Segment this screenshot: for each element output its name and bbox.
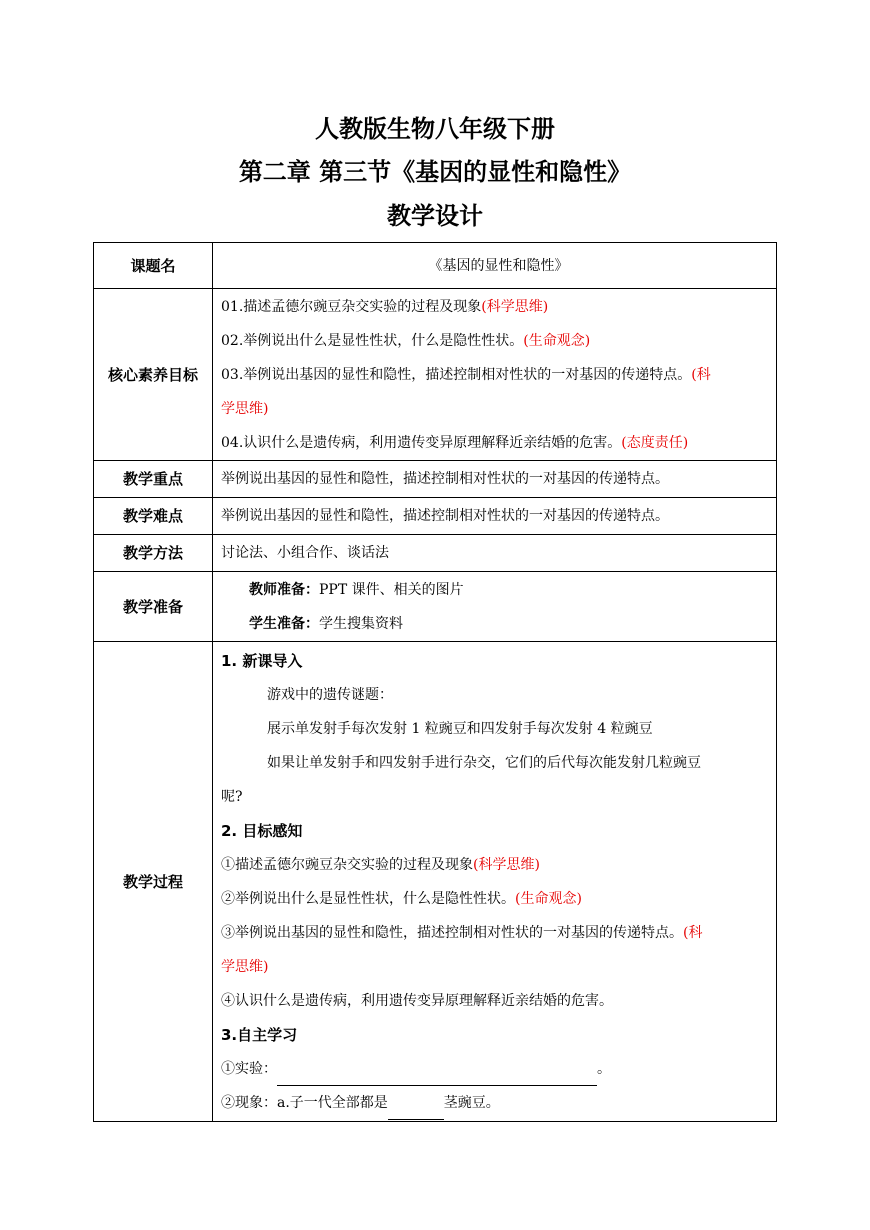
process-label: 教学过程 (94, 642, 213, 1122)
goals-label: 核心素养目标 (94, 289, 213, 461)
objective-tag-continued: 学思维) (221, 959, 269, 975)
experiment-blank[interactable] (277, 1063, 597, 1086)
goal-tag: (科学思维) (481, 298, 549, 315)
objective-item: ③举例说出基因的显性和隐性，描述控制相对性状的一对基因的传递特点。(科 (221, 925, 703, 941)
chapter-title: 第二章 第三节《基因的显性和隐性》 (238, 158, 632, 186)
design-title: 教学设计 (387, 202, 483, 230)
objective-tag: (科 (683, 925, 703, 941)
lesson-plan-table (93, 242, 777, 1122)
objective-tag: (科学思维) (473, 857, 540, 873)
method-value: 讨论法、小组合作、谈话法 (213, 535, 777, 572)
document-title: 人教版生物八年级下册 (315, 115, 555, 143)
goal-item: 02.举例说出什么是显性性状，什么是隐性性状。(生命观念) (221, 332, 591, 349)
teacher-prep-value: PPT 课件、相关的图片 (319, 581, 464, 598)
goal-tag-continued: 学思维) (221, 400, 269, 417)
difficulty-label: 教学难点 (94, 498, 213, 535)
objective-item: ①描述孟德尔豌豆杂交实验的过程及现象(科学思维) (221, 857, 540, 873)
teacher-prep (221, 573, 776, 607)
section-heading: 2. 目标感知 (221, 822, 303, 840)
process-text: 展示单发射手每次发射 1 粒豌豆和四发射手每次发射 4 粒豌豆 (267, 721, 653, 737)
process-text: 如果让单发射手和四发射手进行杂交，它们的后代每次能发射几粒豌豆 (267, 755, 701, 771)
student-prep-label: 学生准备： (249, 615, 319, 632)
table-row-key-point (94, 461, 777, 498)
student-prep-value: 学生搜集资料 (319, 615, 403, 632)
key-point-label: 教学重点 (94, 461, 213, 498)
section-heading: 1. 新课导入 (221, 652, 303, 670)
topic-label: 课题名 (94, 243, 213, 289)
method-label: 教学方法 (94, 535, 213, 572)
goal-tag: (科 (691, 366, 711, 383)
goal-item: 04.认识什么是遗传病，利用遗传变异原理解释近亲结婚的危害。(态度责任) (221, 434, 689, 451)
goals-cell (213, 289, 777, 461)
goal-item: 01.描述孟德尔豌豆杂交实验的过程及现象(科学思维) (221, 298, 549, 315)
section-heading: 3.自主学习 (221, 1026, 298, 1044)
process-text: 呢? (221, 789, 243, 805)
difficulty-value: 举例说出基因的显性和隐性，描述控制相对性状的一对基因的传递特点。 (213, 498, 777, 535)
objective-tag: (生命观念) (515, 891, 582, 907)
table-row-prep (94, 572, 777, 642)
table-row-topic (94, 243, 777, 289)
prep-cell (213, 572, 777, 642)
goal-tag: (态度责任) (621, 434, 689, 451)
process-text: 游戏中的遗传谜题： (267, 687, 393, 703)
objective-item: ②举例说出什么是显性性状，什么是隐性性状。(生命观念) (221, 891, 582, 907)
table-row-goals (94, 289, 777, 461)
topic-value: 《基因的显性和隐性》 (213, 243, 777, 289)
experiment-line: ①实验： 。 (221, 1052, 776, 1086)
student-prep (221, 607, 776, 641)
process-cell (213, 642, 777, 1122)
prep-label: 教学准备 (94, 572, 213, 642)
goal-item: 03.举例说出基因的显性和隐性，描述控制相对性状的一对基因的传递特点。(科 (221, 366, 711, 383)
phenomenon-blank[interactable] (388, 1097, 444, 1120)
table-row-difficulty (94, 498, 777, 535)
table-row-process (94, 642, 777, 1122)
table-row-method (94, 535, 777, 572)
key-point-value: 举例说出基因的显性和隐性，描述控制相对性状的一对基因的传递特点。 (213, 461, 777, 498)
goal-tag: (生命观念) (523, 332, 591, 349)
teacher-prep-label: 教师准备： (249, 581, 319, 598)
objective-item: ④认识什么是遗传病，利用遗传变异原理解释近亲结婚的危害。 (221, 993, 613, 1009)
phenomenon-line: ②现象：a.子一代全部都是 茎豌豆。 (221, 1086, 776, 1120)
